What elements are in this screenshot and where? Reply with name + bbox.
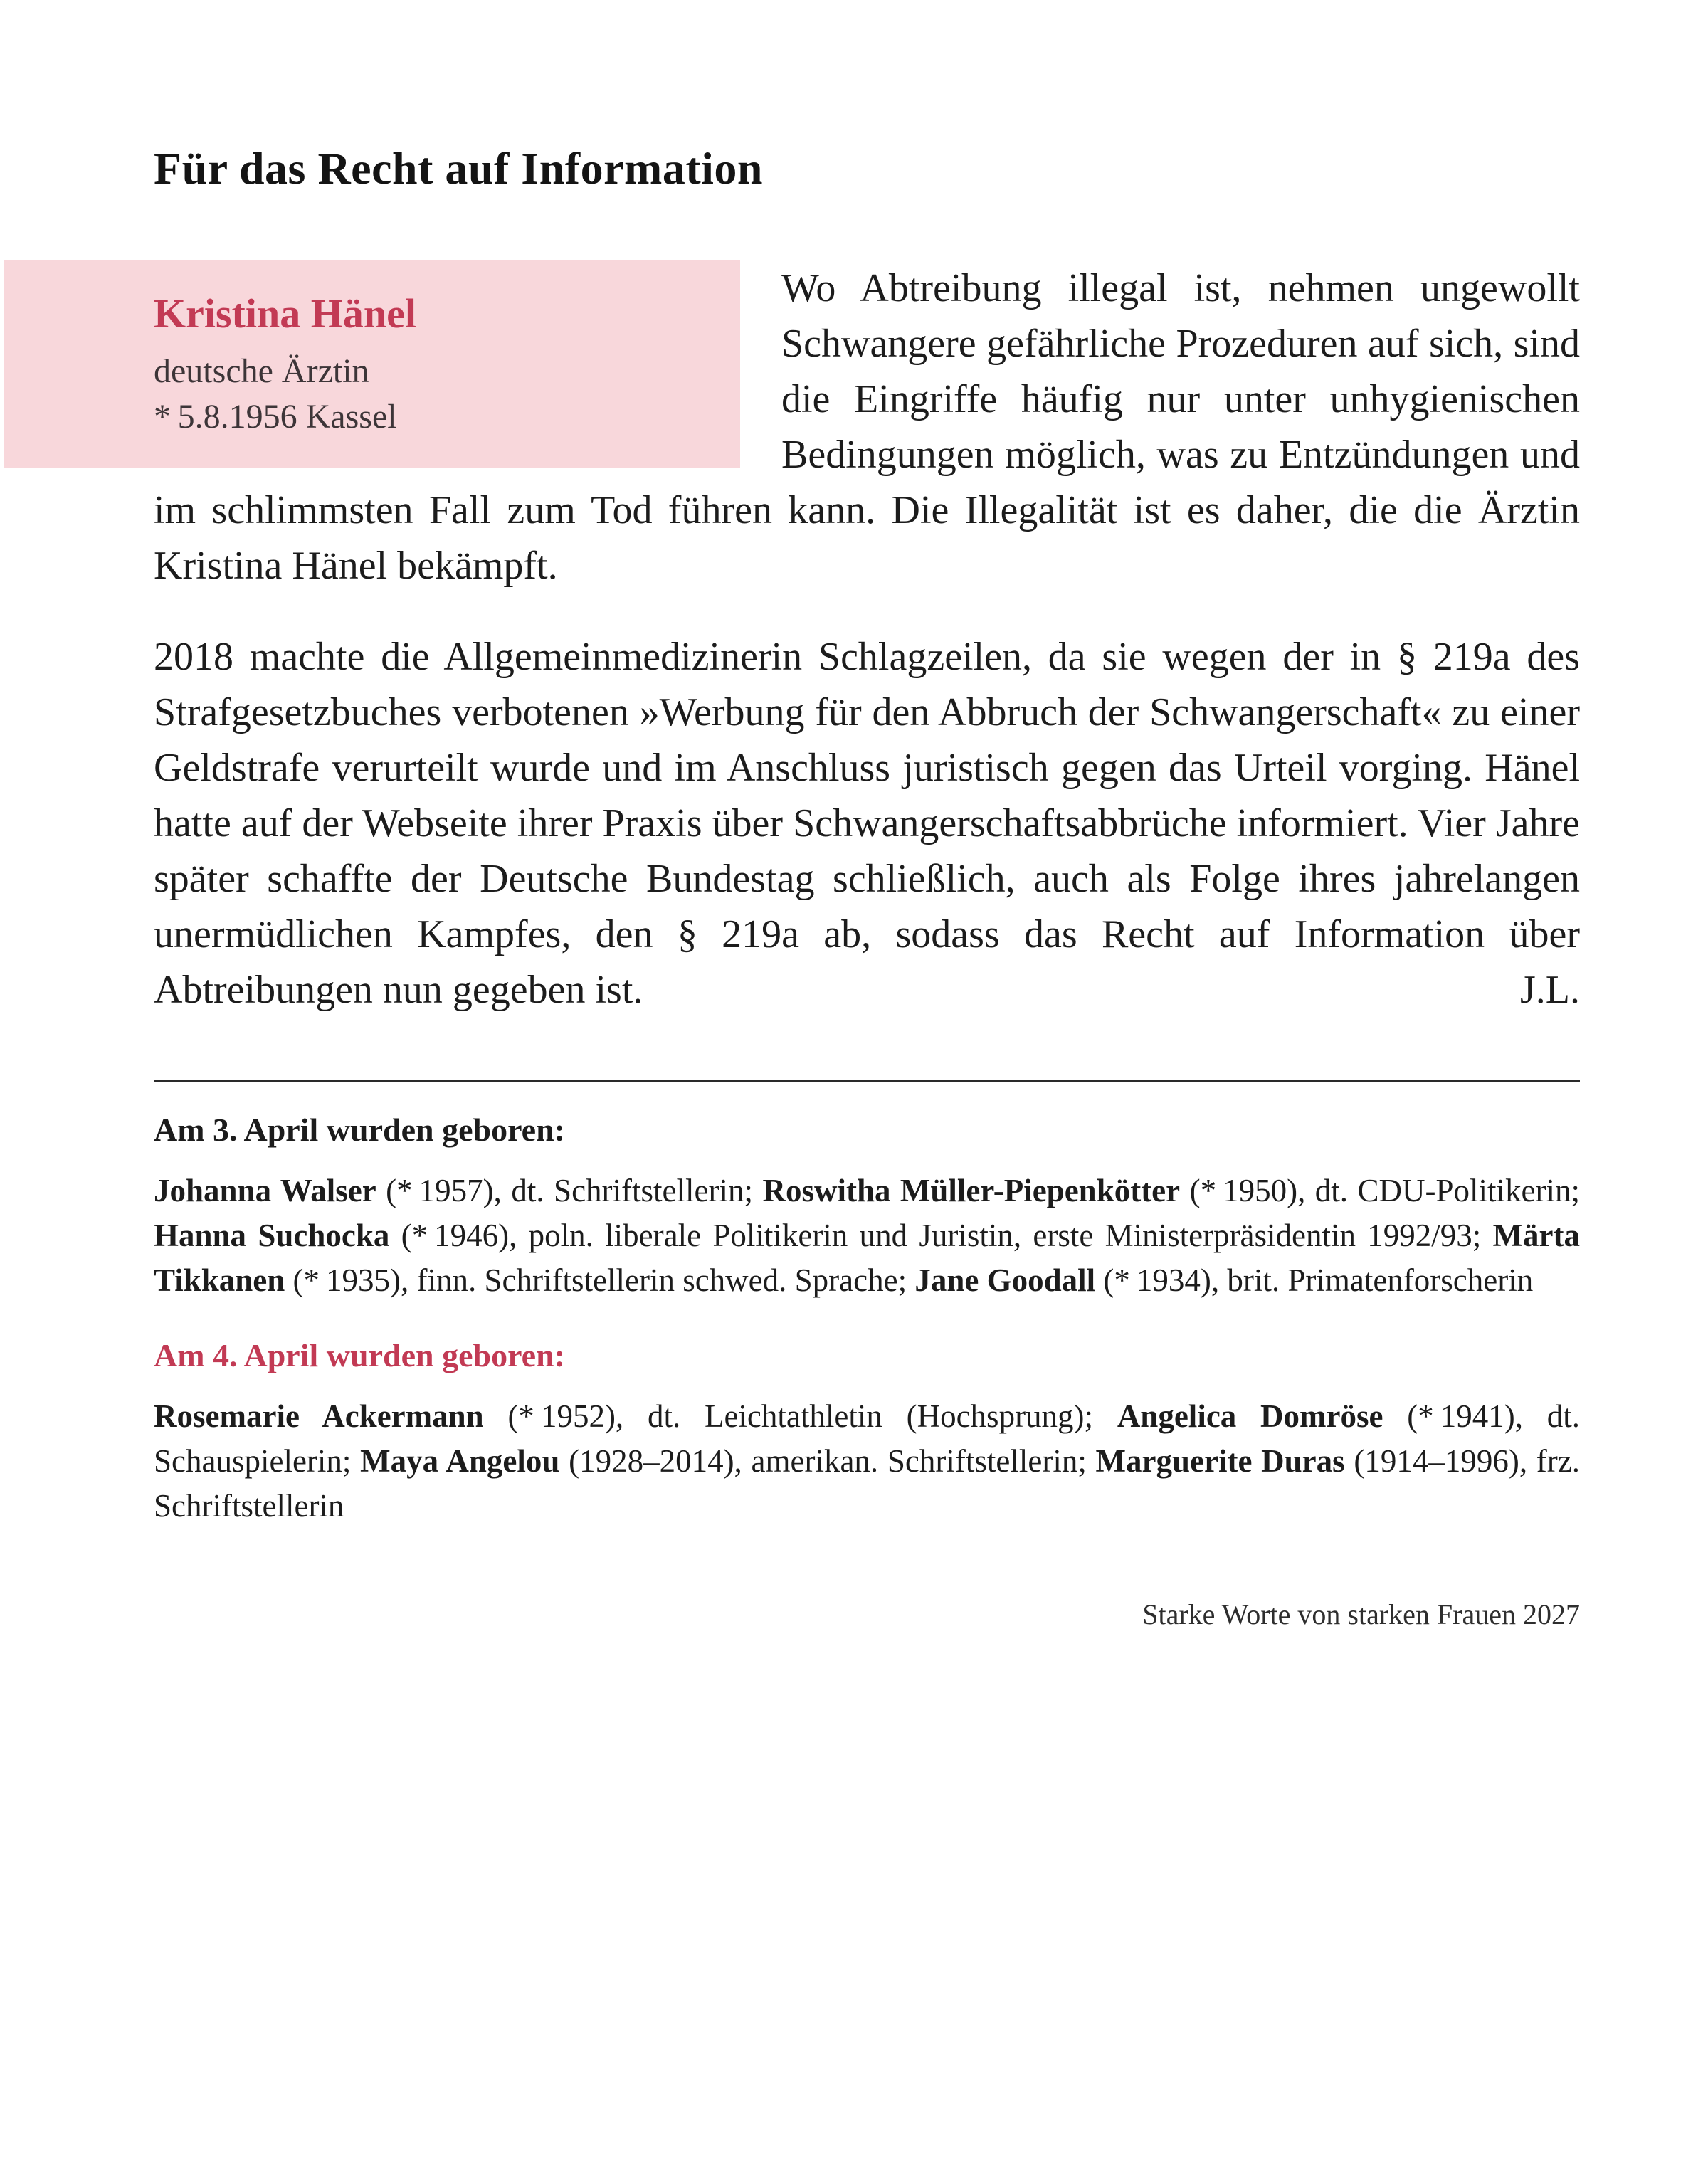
births-april4-list: Rosemarie Ackermann (* 1952), dt. Leichtathletin (Hochsprung); Angelica Domröse (* 1941), dt. Schauspielerin; Maya Angelou (1928–2014), amerikan. Schriftstellerin; Marguerite Duras (1914–1996), frz. Schriftstellerin [154,1398,1581,1524]
births-april3-heading: Am 3. April wurden geboren: [154,1112,565,1148]
section-divider [154,1080,1580,1082]
bio-role: deutsche Ärztin [154,352,369,390]
births-april3-list: Johanna Walser (* 1957), dt. Schriftstellerin; Roswitha Müller-Piepenkötter (* 1950), dt. CDU-Politikerin; Hanna Suchocka (* 1946), poln. liberale Politikerin und Juristin, erste Ministerpräsidentin 1992/93; Märta Tikkanen (* 1935), finn. Schriftstellerin schwed. Sprache; Jane Goodall (* 1934), brit. Primatenforscherin [154,1173,1580,1298]
article-paragraph-2-text: 2018 machte die Allgemeinmedizinerin Schlagzeilen, da sie wegen der in § 219a des Strafgesetzbuches verbotenen »Werbung für den Abbruch der Schwangerschaft« zu einer Geldstrafe verurteilt wurde und im Anschluss juristisch gegen das Urteil vorging. Hänel hatte auf der Webseite ihrer Praxis über Schwangerschaftsabbrüche informiert. Vier Jahre später schaffte der Deutsche Bundestag schließlich, auch als Folge ihres jahrelangen unermüdlichen Kampfes, den § 219a ab, sodass das Recht auf Information über Abtreibungen nun gegeben ist. [154,635,1580,1012]
page-title: Für das Recht auf Information [154,143,763,194]
births-april4-heading: Am 4. April wurden geboren: [154,1337,565,1373]
bio-birthdate: * 5.8.1956 Kassel [154,398,397,436]
author-initials: J.L. [1520,968,1580,1012]
article-paragraph-1: Wo Abtreibung illegal ist, nehmen ungewollt Schwangere gefährliche Prozeduren auf sich, sind die Eingriffe häufig nur unter unhygienischen Bedingungen möglich, was zu Entzündungen und im schlimmsten Fall zum Tod führen kann. Die Illegalität ist es daher, die die Ärztin Kristina Hänel bekämpft. [154,266,1580,588]
bio-name: Kristina Hänel [154,290,416,337]
bio-card [4,260,740,468]
article-paragraph-2 [154,629,1580,1018]
calendar-footer: Starke Worte von starken Frauen 2027 [1142,1598,1580,1630]
